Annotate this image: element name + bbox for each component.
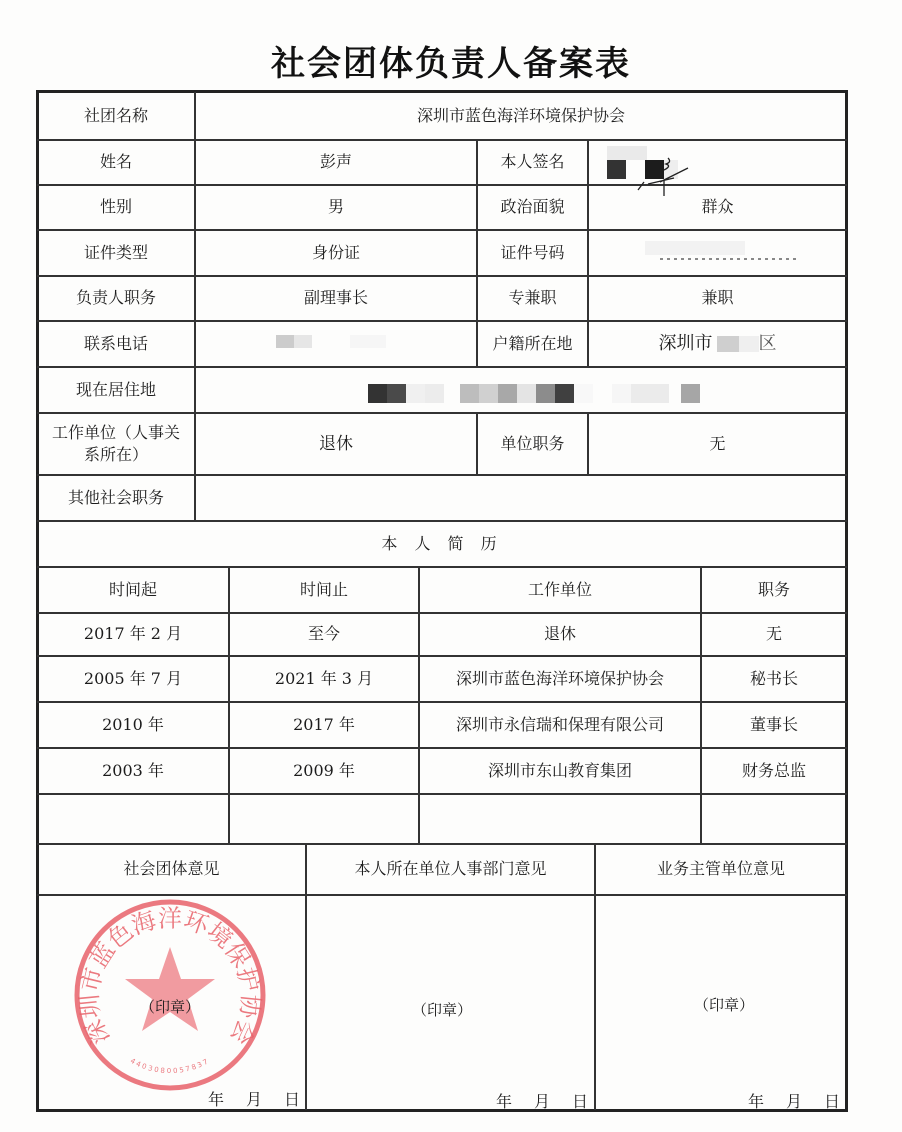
supervisor-stamp-note: （印章）	[694, 996, 755, 1014]
resume-unit	[420, 794, 700, 843]
resume-unit: 深圳市蓝色海洋环境保护协会	[455, 668, 664, 688]
residence-label: 现在居住地	[75, 379, 156, 399]
organization-seal	[70, 895, 270, 1095]
resume-header-start: 时间起	[108, 579, 157, 599]
unit-position-value: 无	[709, 433, 726, 453]
resume-start: 2017 年 2 月	[83, 624, 183, 643]
document-title: 社会团体负责人备案表	[271, 44, 631, 84]
hr-opinion-date: 年 月 日	[496, 1092, 589, 1111]
supervisor-opinion-date: 年 月 日	[748, 1092, 841, 1111]
fulltime-label: 专兼职	[508, 288, 557, 307]
political-label: 政治面貌	[500, 197, 565, 216]
resume-end: 2017 年	[293, 714, 355, 734]
phone-label: 联系电话	[83, 333, 148, 353]
org-name-label: 社团名称	[83, 105, 148, 125]
position-label: 负责人职务	[75, 288, 156, 307]
resume-header-end: 时间止	[299, 579, 348, 599]
resume-end: 2021 年 3 月	[274, 668, 374, 688]
hukou-label: 户籍所在地	[492, 333, 573, 353]
other-positions-label: 其他社会职务	[67, 487, 164, 507]
resume-end: 2009 年	[293, 760, 355, 780]
political-value: 群众	[701, 197, 734, 216]
work-unit-value: 退休	[319, 433, 353, 454]
org-stamp-note: （印章）	[140, 998, 201, 1016]
seal-text: 深圳市蓝色海洋环境保护协会	[75, 904, 265, 1049]
resume-start: 2010 年	[102, 714, 164, 734]
resume-position: 秘书长	[749, 668, 798, 688]
fulltime-value: 兼职	[701, 288, 734, 307]
org-name-value: 深圳市蓝色海洋环境保护协会	[416, 105, 625, 125]
other-positions-value	[196, 475, 846, 520]
hr-stamp-note: （印章）	[412, 1001, 473, 1019]
resume-position: 财务总监	[741, 760, 806, 780]
hukou-city: 深圳市	[658, 332, 713, 354]
gender-value: 男	[327, 197, 344, 216]
resume-end	[230, 794, 418, 843]
seal-star-icon	[125, 947, 215, 1031]
seal-number: 4403080057837	[128, 1056, 212, 1076]
work-unit-label-line1: 工作单位（人事关	[51, 422, 180, 442]
unit-position-label: 单位职务	[500, 433, 565, 453]
resume-position	[702, 794, 846, 843]
id-number-label: 证件号码	[500, 242, 565, 262]
work-unit-label	[38, 413, 194, 474]
resume-position: 董事长	[749, 714, 798, 734]
resume-position: 无	[765, 624, 782, 643]
org-opinion-header: 社会团体意见	[123, 859, 220, 878]
resume-header-position: 职务	[757, 579, 790, 599]
id-type-label: 证件类型	[83, 242, 148, 262]
resume-section-title: 本 人 简 历	[381, 533, 503, 553]
resume-start: 2005 年 7 月	[83, 668, 183, 688]
supervisor-opinion-header: 业务主管单位意见	[656, 859, 785, 878]
position-value: 副理事长	[303, 288, 368, 307]
name-value: 彭声	[319, 152, 352, 171]
resume-unit: 退休	[543, 624, 576, 643]
org-opinion-date: 年 月 日	[208, 1090, 301, 1109]
hr-opinion-header: 本人所在单位人事部门意见	[354, 859, 547, 878]
id-type-value: 身份证	[311, 242, 360, 262]
name-label: 姓名	[99, 152, 132, 171]
signature-label: 本人签名	[500, 152, 565, 171]
resume-header-unit: 工作单位	[527, 579, 592, 599]
work-unit-label-line2: 系所在）	[83, 444, 148, 464]
hukou-value	[589, 321, 846, 366]
gender-label: 性别	[99, 197, 132, 216]
resume-unit: 深圳市永信瑞和保理有限公司	[455, 714, 664, 734]
hukou-district: 区	[758, 332, 777, 354]
resume-end: 至今	[307, 624, 340, 643]
resume-unit: 深圳市东山教育集团	[487, 760, 632, 780]
resume-start: 2003 年	[102, 760, 164, 780]
resume-start	[38, 794, 228, 843]
